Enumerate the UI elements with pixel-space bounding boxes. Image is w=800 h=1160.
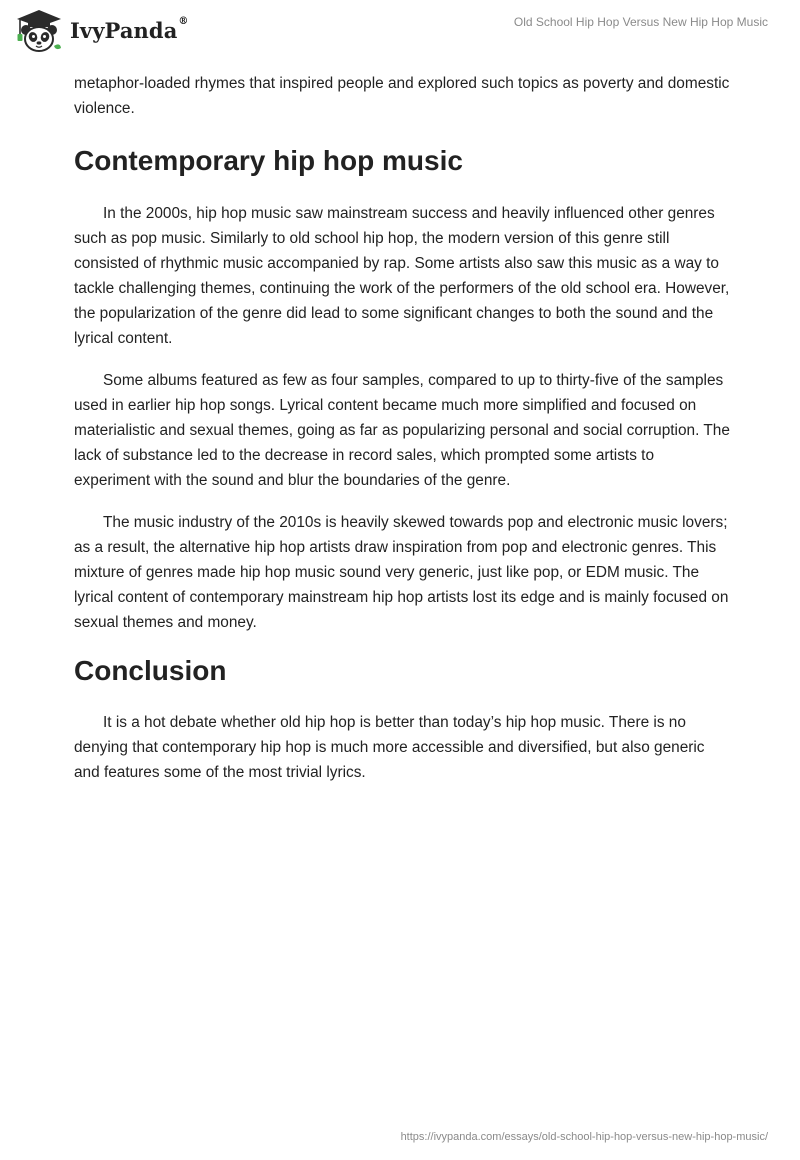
- document-title: Old School Hip Hop Versus New Hip Hop Music: [513, 15, 768, 29]
- paragraph: The music industry of the 2010s is heavily skewed towards pop and electronic music lovers; as a result, the alternative hip hop artists draw inspiration from pop and electronic genres. This mixture of genres made hip hop music sound very generic, just like pop, or EDM music. The lyrical content of contemporary mainstream hip hop artists lost its edge and is mainly focused on sexual themes and money.: [74, 514, 729, 631]
- essay-body: [74, 71, 734, 802]
- paragraph-continuation: metaphor-loaded rhymes that inspired people and explored such topics as poverty and domestic violence.: [74, 75, 730, 117]
- source-url[interactable]: https://ivypanda.com/essays/old-school-hip-hop-versus-new-hip-hop-music/: [400, 1131, 768, 1143]
- section-heading-contemporary: Contemporary hip hop music: [74, 145, 463, 176]
- section-heading-conclusion: Conclusion: [74, 655, 227, 686]
- paragraph: Some albums featured as few as four samples, compared to up to thirty-five of the samples used in earlier hip hop songs. Lyrical content became much more simplified and focused on materialistic and sexual themes, going as far as popularizing personal and social corruption. The lack of substance led to the decrease in record sales, which prompted some artists to experiment with the sound and blur the boundaries of the genre.: [74, 372, 730, 489]
- ivypanda-logo[interactable]: [14, 8, 189, 54]
- logo-wordmark: IvyPanda®: [70, 15, 189, 43]
- panda-graduate-icon: [14, 8, 64, 54]
- registered-mark: ®: [178, 15, 189, 27]
- paragraph: It is a hot debate whether old hip hop is better than today’s hip hop music. There is no denying that contemporary hip hop is much more accessible and diversified, but also generic and features some of the most trivial lyrics.: [74, 714, 705, 781]
- page-header: [0, 0, 800, 62]
- paragraph: In the 2000s, hip hop music saw mainstream success and heavily influenced other genres such as pop music. Similarly to old school hip hop, the modern version of this genre still consisted of rhythmic music accompanied by rap. Some artists also saw this music as a way to tackle challenging themes, continuing the work of the performers of the old school era. However, the popularization of the genre did lead to some significant changes to both the sound and the lyrical content.: [74, 205, 730, 347]
